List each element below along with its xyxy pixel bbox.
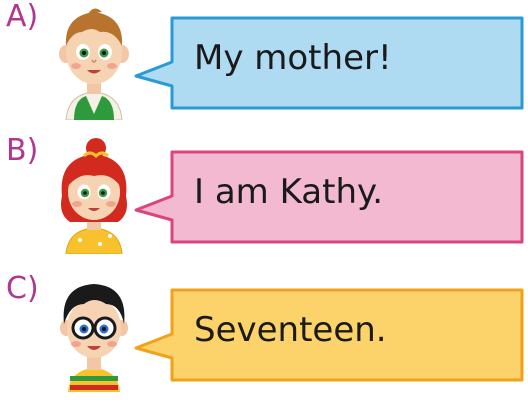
speech-bubble — [132, 16, 524, 110]
option-a[interactable] — [0, 2, 528, 130]
speech-bubble — [132, 288, 524, 382]
bubble-text: I am Kathy. — [194, 172, 384, 212]
speech-bubble — [132, 150, 524, 244]
option-c[interactable] — [0, 271, 528, 402]
bubble-text: My mother! — [194, 38, 392, 78]
option-letter: B) — [6, 133, 39, 168]
bubble-text: Seventeen. — [194, 310, 387, 350]
option-letter: C) — [6, 271, 39, 306]
boy-avatar — [44, 2, 144, 120]
boy-with-glasses-avatar — [44, 274, 144, 392]
girl-avatar — [44, 136, 144, 254]
option-letter: A) — [6, 0, 39, 34]
option-b[interactable] — [0, 133, 528, 264]
